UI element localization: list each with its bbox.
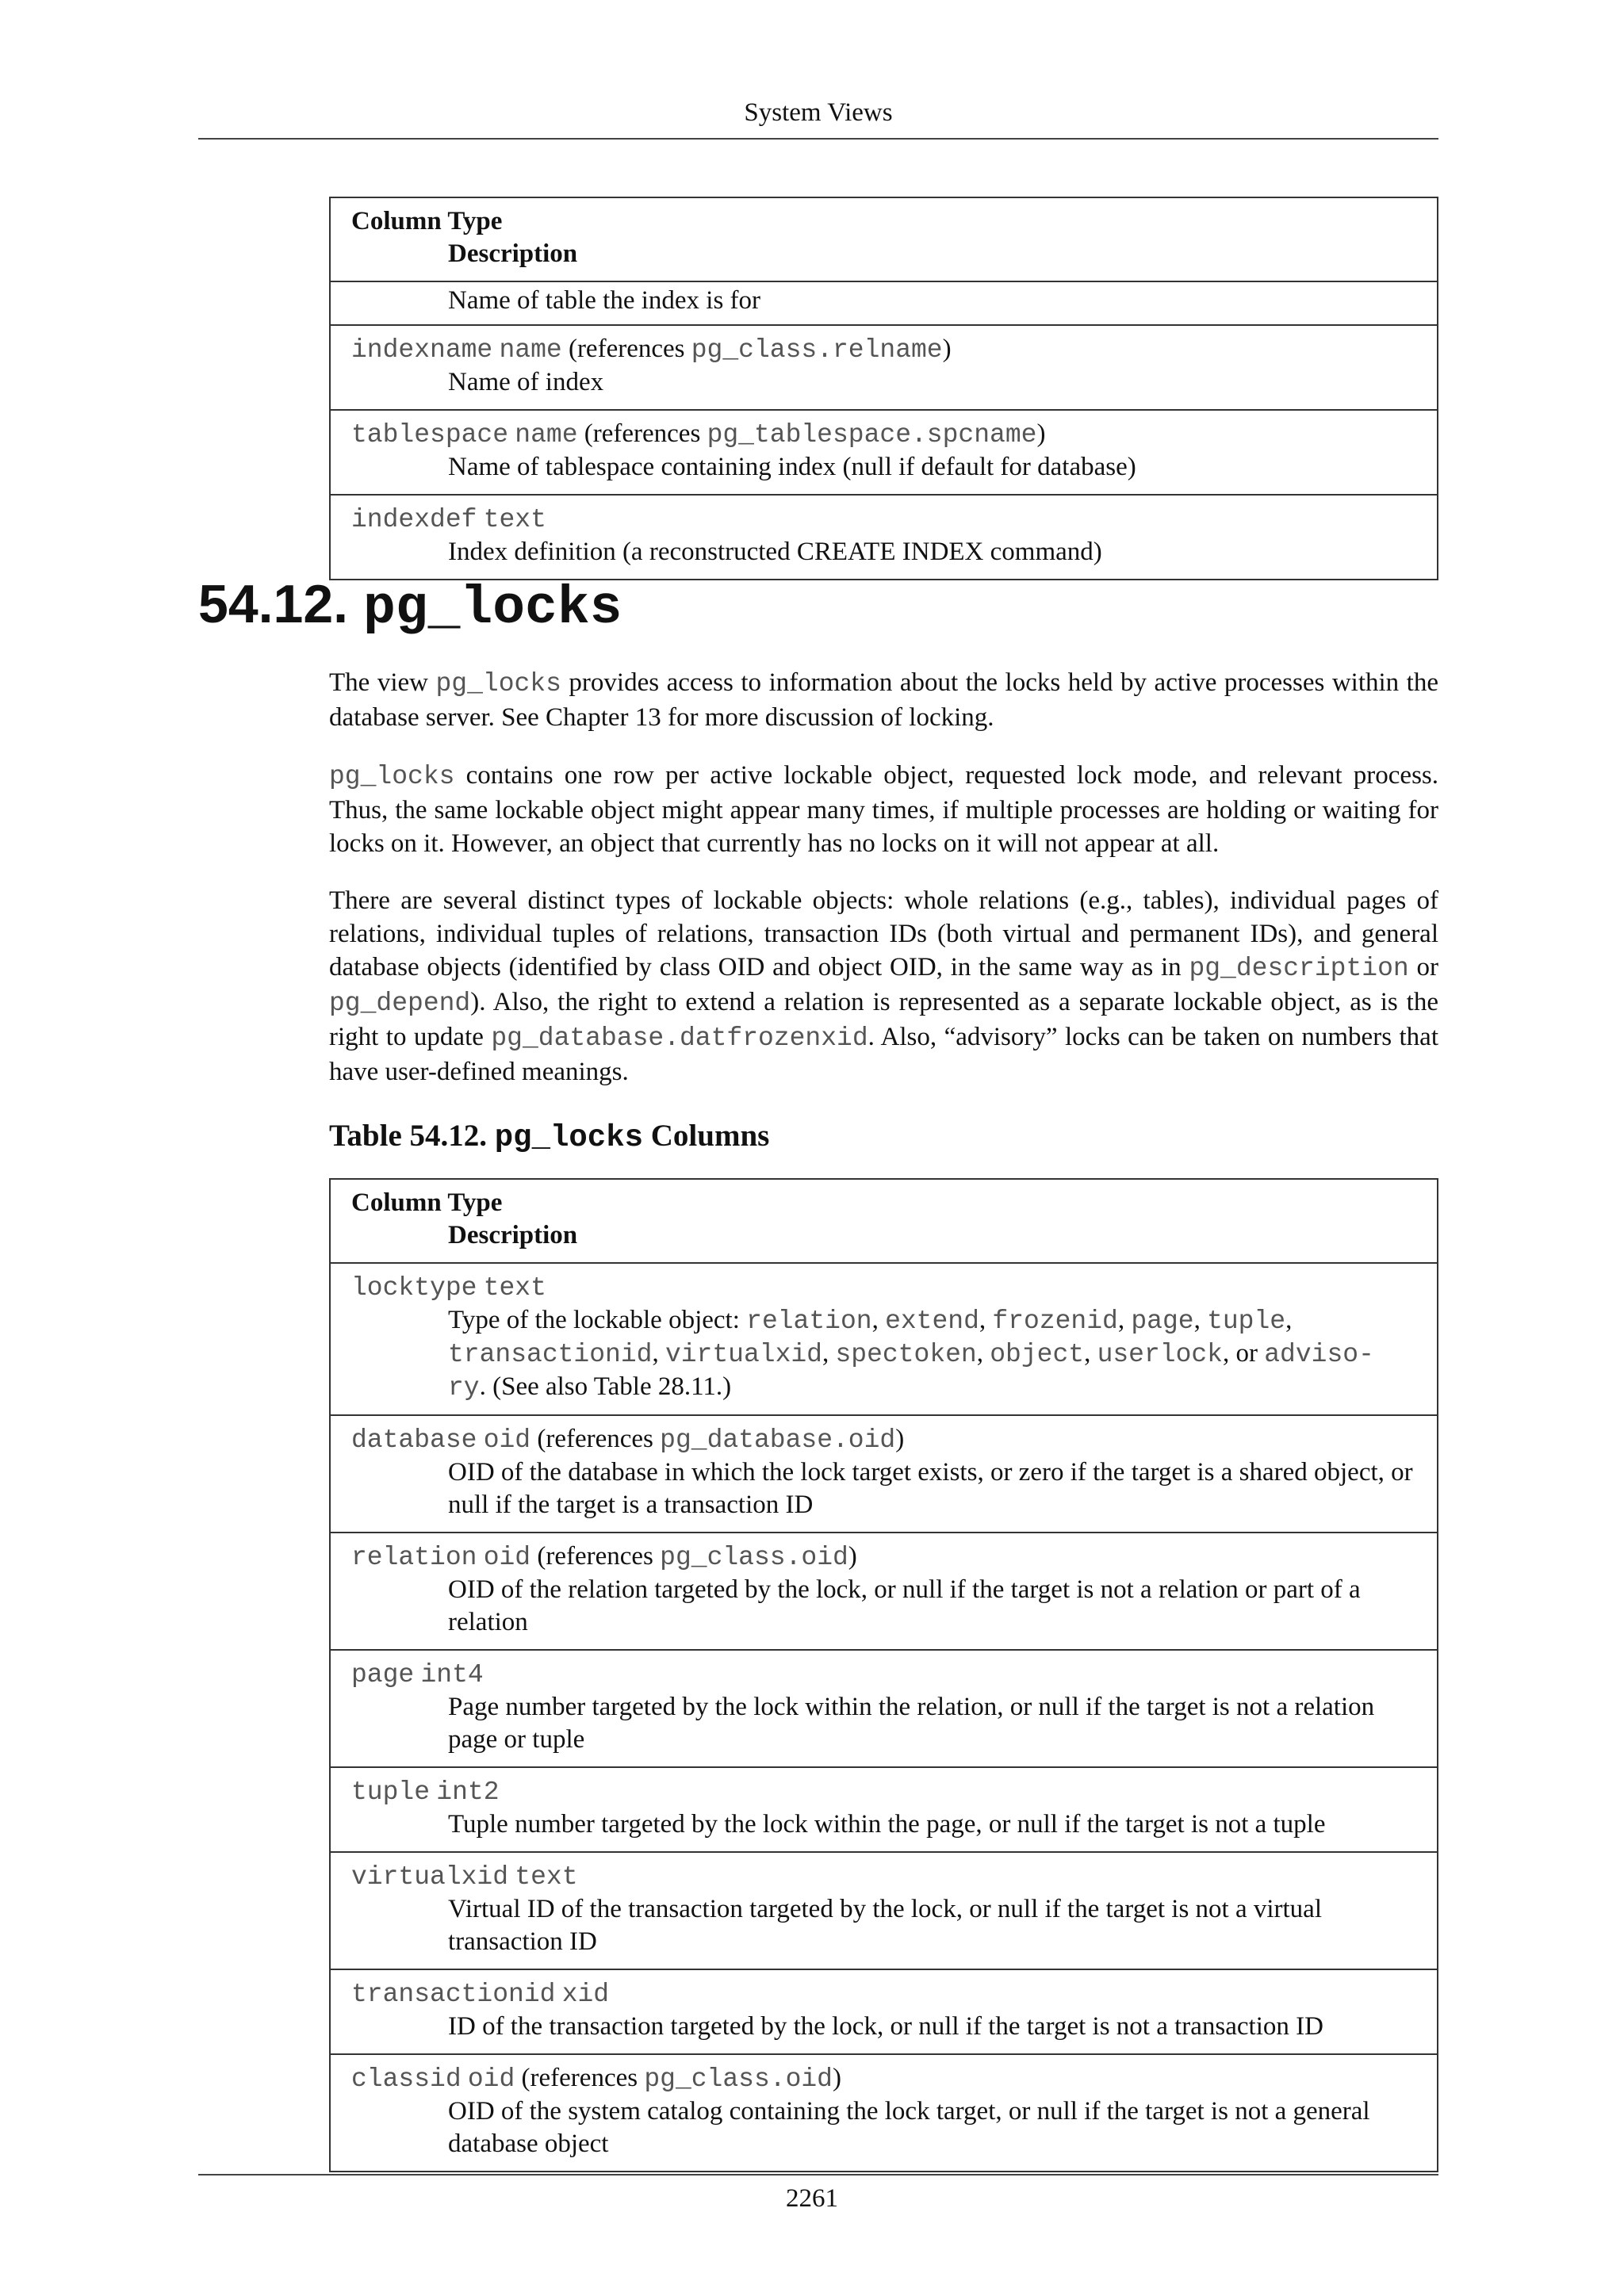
table-row xyxy=(331,494,1437,579)
references-prefix: (references xyxy=(530,1425,661,1453)
column-name: database xyxy=(351,1425,477,1455)
table-row xyxy=(331,1649,1437,1766)
separator: , xyxy=(871,1306,886,1334)
caption-prefix: Table 54.12. xyxy=(329,1119,495,1153)
text-span: The view xyxy=(329,668,436,697)
table-row xyxy=(331,1262,1437,1414)
column-type: oid xyxy=(483,1543,531,1572)
column-name: virtualxid xyxy=(351,1862,509,1892)
row-column-type xyxy=(351,1271,1418,1304)
row-description: ID of the transaction targeted by the lock, or null if the target is not a transaction ID xyxy=(448,2012,1323,2041)
table-header xyxy=(331,1180,1437,1262)
inline-code: pg_description xyxy=(1189,954,1409,983)
column-type: int4 xyxy=(420,1660,484,1689)
index-columns-table xyxy=(329,197,1438,580)
column-type: text xyxy=(515,1862,578,1892)
description-header: Description xyxy=(448,1221,578,1249)
inline-code: ry xyxy=(448,1373,480,1402)
row-description: Name of index xyxy=(448,368,604,396)
row-description: Page number targeted by the lock within the relation, or null if the target is not a relation page or tuple xyxy=(448,1693,1375,1754)
inline-code: pg_depend xyxy=(329,989,471,1018)
references-suffix: ) xyxy=(832,2064,841,2092)
section-title xyxy=(198,572,622,641)
column-name: tuple xyxy=(351,1777,431,1807)
inline-code: pg_locks xyxy=(329,762,455,791)
row-column-type xyxy=(351,418,1418,451)
inline-code: pg_locks xyxy=(435,669,561,698)
column-type: text xyxy=(483,505,546,534)
references-target: pg_class.relname xyxy=(691,335,943,365)
text-span: contains one row per active lockable object, requested lock mode, and relevant process. Thus, the same lockable object might appear many times, if multiple processes are holding or waiting for locks on it. However, an object that currently has no locks on it will not appear at all. xyxy=(329,761,1438,858)
references-target: pg_class.oid xyxy=(660,1543,848,1572)
references-target: pg_database.oid xyxy=(660,1425,896,1455)
inline-code: frozenid xyxy=(992,1307,1118,1336)
inline-code: extend xyxy=(885,1307,979,1336)
row-description: Type of the lockable object: relation, extend, frozenid, page, tuple, transactionid, virtualxid, spectoken, object, userlock, or adviso- ry. (See also Table 28.11.) xyxy=(448,1306,1374,1402)
references-suffix: ) xyxy=(895,1425,905,1453)
separator: , xyxy=(979,1306,993,1334)
text-span: provides access to information about the locks held by active processes within the database server. See Chapter 13 for more discussion of locking. xyxy=(329,668,1438,732)
inline-code: userlock xyxy=(1097,1340,1223,1369)
row-description: Tuple number targeted by the lock within the page, or null if the target is not a tuple xyxy=(448,1810,1326,1839)
column-name: page xyxy=(351,1660,415,1689)
text-span: . Also, “advisory” locks can be taken on numbers that have user-defined meanings. xyxy=(329,1023,1438,1086)
table-row xyxy=(331,409,1437,494)
text-span: ). Also, the right to extend a relation is represented as a separate lockable object, as is the right to update xyxy=(329,988,1438,1051)
inline-code: adviso- xyxy=(1264,1340,1374,1369)
references-suffix: ) xyxy=(942,335,952,363)
separator: , xyxy=(1117,1306,1132,1334)
rows-paragraph xyxy=(329,759,1438,860)
column-type: text xyxy=(483,1273,546,1303)
table-row xyxy=(331,1969,1437,2053)
row-column-type xyxy=(351,1860,1418,1893)
references-prefix: (references xyxy=(577,419,707,448)
column-type: oid xyxy=(483,1425,531,1455)
text-span: . (See also Table 28.11.) xyxy=(479,1372,732,1401)
column-type: oid xyxy=(467,2064,515,2094)
column-name: transactionid xyxy=(351,1980,556,2009)
table-row xyxy=(331,281,1437,324)
column-type: xid xyxy=(561,1980,610,2009)
inline-code: transactionid xyxy=(448,1340,653,1369)
row-column-type xyxy=(351,503,1418,536)
description-header: Description xyxy=(448,239,578,268)
row-column-type xyxy=(351,1540,1418,1574)
running-title: System Views xyxy=(744,98,893,127)
inline-code: relation xyxy=(746,1307,872,1336)
row-column-type xyxy=(351,2062,1418,2095)
table-row xyxy=(331,1532,1437,1649)
lockable-objects-paragraph xyxy=(329,884,1438,1089)
table-caption xyxy=(329,1116,769,1158)
text-span: There are several distinct types of lockable objects: whole relations (e.g., tables), individual pages of relations, individual tuples of relations, transaction IDs (both virtual and permanent IDs), and general database objects (identified by class OID and object OID, in the same way as in xyxy=(329,886,1438,982)
inline-code: virtualxid xyxy=(665,1340,822,1369)
row-description: Name of table the index is for xyxy=(448,286,761,315)
column-name: relation xyxy=(351,1543,477,1572)
table-row xyxy=(331,1766,1437,1851)
column-type: int2 xyxy=(436,1777,500,1807)
references-prefix: (references xyxy=(561,335,691,363)
references-prefix: (references xyxy=(515,2064,645,2092)
table-row xyxy=(331,2053,1437,2171)
separator: , xyxy=(1084,1339,1097,1368)
table-row xyxy=(331,1414,1437,1532)
caption-suffix: Columns xyxy=(643,1119,770,1153)
table-header xyxy=(331,198,1437,281)
column-name: classid xyxy=(351,2064,462,2094)
section-name: pg_locks xyxy=(362,578,622,639)
text-span: or xyxy=(1408,953,1438,982)
references-suffix: ) xyxy=(1036,419,1046,448)
caption-code: pg_locks xyxy=(494,1120,644,1155)
inline-code: tuple xyxy=(1207,1307,1286,1336)
page-number: 2261 xyxy=(786,2184,838,2213)
table-row xyxy=(331,1851,1437,1969)
inline-code: page xyxy=(1131,1307,1194,1336)
row-column-type xyxy=(351,1658,1418,1691)
table-row xyxy=(331,324,1437,409)
row-description: OID of the database in which the lock target exists, or zero if the target is a shared object, or null if the target is a transaction ID xyxy=(448,1458,1413,1519)
row-description: Virtual ID of the transaction targeted by the lock, or null if the target is not a virtual transaction ID xyxy=(448,1895,1322,1956)
column-name: indexname xyxy=(351,335,493,365)
section-number: 54.12. xyxy=(198,574,349,634)
separator: , xyxy=(1193,1306,1208,1334)
references-target: pg_tablespace.spcname xyxy=(707,420,1037,450)
column-name: locktype xyxy=(351,1273,477,1303)
references-suffix: ) xyxy=(848,1542,857,1571)
intro-paragraph xyxy=(329,666,1438,734)
inline-code: object xyxy=(990,1340,1085,1369)
row-column-type xyxy=(351,1977,1418,2011)
inline-code: spectoken xyxy=(835,1340,977,1369)
separator: , xyxy=(976,1339,990,1368)
separator: , xyxy=(822,1339,836,1368)
row-description: OID of the system catalog containing the lock target, or null if the target is not a general database object xyxy=(448,2097,1370,2158)
references-prefix: (references xyxy=(530,1542,661,1571)
row-column-type xyxy=(351,1423,1418,1456)
row-description: Index definition (a reconstructed CREATE INDEX command) xyxy=(448,538,1102,566)
footer-rule xyxy=(198,2174,1438,2175)
column-name: indexdef xyxy=(351,505,477,534)
column-type: name xyxy=(515,420,578,450)
text-span: Type of the lockable object: xyxy=(448,1306,747,1334)
row-description: Name of tablespace containing index (null if default for database) xyxy=(448,453,1136,481)
column-type: name xyxy=(499,335,562,365)
separator: , or xyxy=(1223,1339,1265,1368)
column-type-header: Column Type xyxy=(351,207,503,235)
row-description: OID of the relation targeted by the lock, or null if the target is not a relation or part of a relation xyxy=(448,1575,1361,1636)
inline-code: pg_database.datfrozenxid xyxy=(491,1024,868,1053)
column-type-header: Column Type xyxy=(351,1188,503,1217)
running-header xyxy=(198,92,1438,140)
references-target: pg_class.oid xyxy=(644,2064,833,2094)
separator: , xyxy=(652,1339,665,1368)
row-column-type xyxy=(351,1775,1418,1808)
row-column-type xyxy=(351,333,1418,366)
pg-locks-columns-table xyxy=(329,1178,1438,2172)
column-name: tablespace xyxy=(351,420,509,450)
